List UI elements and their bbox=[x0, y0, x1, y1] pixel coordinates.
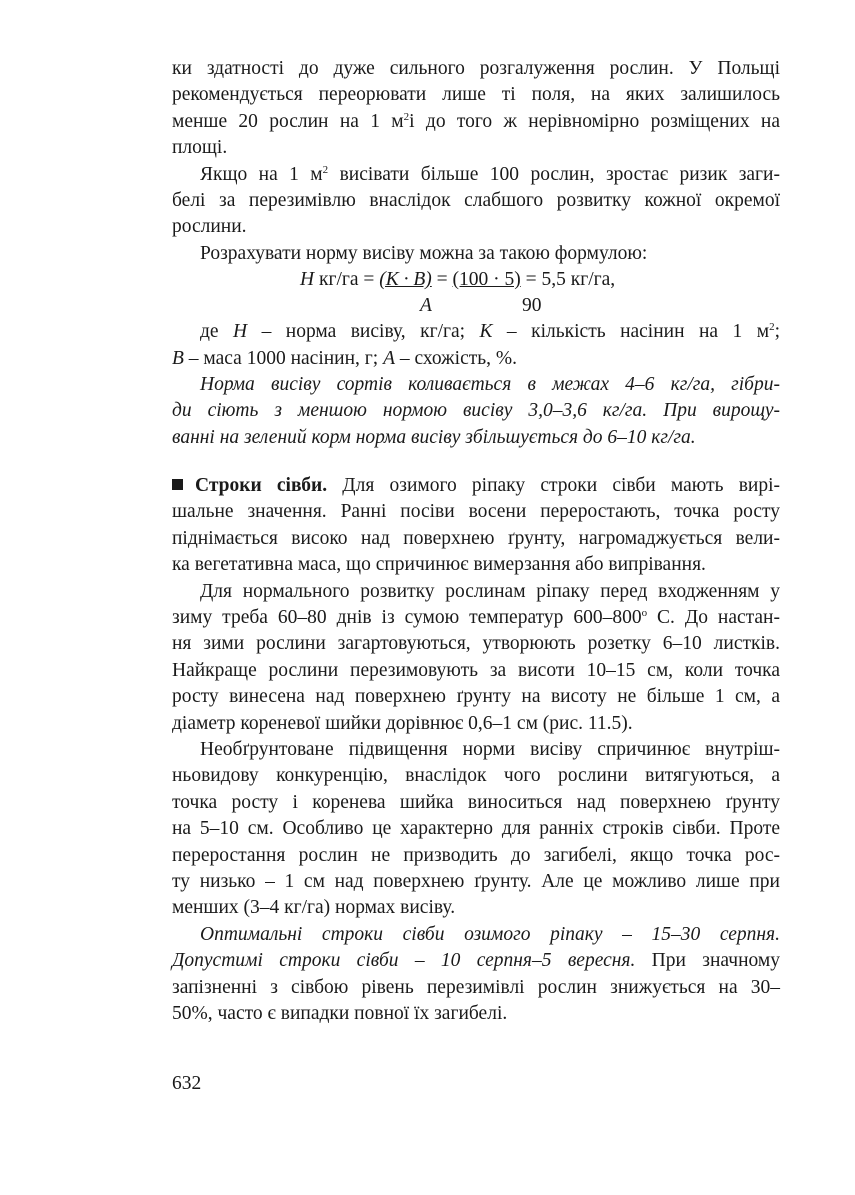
paragraph-4 bbox=[172, 319, 780, 372]
text-line: точка росту і коренева шийка виноситься над поверхнею ґрунту bbox=[172, 791, 780, 813]
text-line: Оптимальні строки сівби озимого ріпаку – 15–30 серпня. bbox=[200, 923, 780, 945]
formula-denominator-2: 90 bbox=[522, 295, 542, 317]
text-line bbox=[172, 162, 780, 188]
text-span: зиму треба 60–80 днів із сумою температур 600–800 bbox=[172, 607, 642, 629]
text-span: і до того ж нерівномірно розміщених на bbox=[409, 110, 780, 132]
text-line: діаметр кореневої шийки дорівнює 0,6–1 см (рис. 11.5). bbox=[172, 712, 633, 734]
text-line: Для нормального розвитку рослинам ріпаку перед входженням у bbox=[200, 580, 780, 602]
formula-denominator-1: А bbox=[420, 295, 432, 317]
paragraph-8 bbox=[172, 737, 780, 922]
formula-text: = 5,5 кг/га, bbox=[520, 269, 616, 291]
text-span: Якщо на 1 м bbox=[200, 163, 323, 185]
text-line bbox=[172, 319, 780, 345]
text-line: Найкраще рослини перезимовують за висоти 10–15 см, коли точка bbox=[172, 659, 780, 681]
formula-var: Н bbox=[233, 321, 248, 343]
text-line: площі. bbox=[172, 137, 228, 159]
formula-main-line bbox=[300, 267, 615, 293]
text-line: рослини. bbox=[172, 216, 247, 238]
text-line: ка вегетативна маса, що спричинює вимерзання або випрівання. bbox=[172, 554, 706, 576]
text-span: ; bbox=[774, 321, 780, 343]
formula-numerator-2: (100 · 5) bbox=[452, 269, 521, 291]
text-span: висівати більше 100 рослин, зростає ризик заги- bbox=[328, 163, 780, 185]
text-line bbox=[172, 473, 780, 499]
formula bbox=[172, 267, 780, 319]
text-line: ванні на зелений корм норма висіву збільшується до 6–10 кг/га. bbox=[172, 426, 696, 448]
text-line: росту винесена над поверхнею ґрунту на висоту не більше 1 см, а bbox=[172, 686, 780, 708]
text-line: Необґрунтоване підвищення норми висіву спричинює внутріш- bbox=[200, 738, 780, 760]
text-line: ди сіють з меншою нормою висіву 3,0–3,6 кг/га. При вирощу- bbox=[172, 400, 780, 422]
text-line: запізненні з сівбою рівень перезимівлі рослин знижується на 30– bbox=[172, 976, 780, 998]
text-span: – норма висіву, кг/га; bbox=[247, 321, 480, 343]
text-line: ки здатності до дуже сильного розгалуження рослин. У Польщі bbox=[172, 58, 780, 79]
formula-var: Н bbox=[300, 269, 315, 291]
text-span: – схожість, %. bbox=[395, 347, 518, 369]
text-span: Допустимі строки сівби – 10 серпня–5 вересня. bbox=[172, 950, 636, 972]
text-line: шальне значення. Ранні посіви восени переростають, точка росту bbox=[172, 501, 780, 523]
formula-text: = bbox=[431, 269, 453, 291]
text-line: Норма висіву сортів коливається в межах 4–6 кг/га, гібри- bbox=[200, 373, 780, 395]
text-span: – кількість насінин на 1 м bbox=[492, 321, 770, 343]
text-line: рекомендується переорювати лише ті поля, на яких залишилось bbox=[172, 84, 780, 106]
formula-var: К bbox=[479, 321, 493, 343]
paragraph-1 bbox=[172, 56, 780, 162]
text-line bbox=[172, 605, 780, 631]
bullet-icon bbox=[172, 479, 183, 490]
formula-var: А bbox=[383, 347, 396, 369]
section-heading: Строки сівби. bbox=[195, 475, 328, 497]
page-body bbox=[172, 56, 780, 1027]
formula-numerator-1: (К · В) bbox=[379, 269, 432, 291]
text-line bbox=[172, 109, 780, 135]
text-span: менше 20 рослин на 1 м bbox=[172, 110, 404, 132]
page-number: 632 bbox=[172, 1073, 202, 1094]
paragraph-9 bbox=[172, 922, 780, 1028]
text-span: С. До настан- bbox=[647, 607, 780, 629]
text-line bbox=[172, 346, 780, 372]
formula-var: В bbox=[172, 347, 184, 369]
superscript: 2 bbox=[403, 110, 410, 123]
section-gap bbox=[172, 451, 780, 473]
text-line: ня зими рослини загартовуються, утворюють розетку 6–10 листків. bbox=[172, 633, 780, 655]
text-line: піднімається високо над поверхнею ґрунту, нагромаджується вели- bbox=[172, 527, 780, 549]
paragraph-5 bbox=[172, 372, 780, 451]
text-span: де bbox=[200, 321, 234, 343]
text-line: белі за перезимівлю внаслідок слабшого розвитку кожної окремої bbox=[172, 189, 780, 211]
text-line: 50%, часто є випадки повної їх загибелі. bbox=[172, 1002, 508, 1024]
text-line: переростання рослин не призводить до загибелі, якщо точка рос- bbox=[172, 844, 780, 866]
text-line bbox=[172, 948, 780, 974]
superscript: о bbox=[641, 607, 648, 620]
text-line: ту низько – 1 см над поверхнею ґрунту. Але це можливо лише при bbox=[172, 870, 780, 892]
text-span: При значному bbox=[635, 950, 780, 972]
text-line: ньовидову конкуренцію, внаслідок чого рослини витягуються, а bbox=[172, 765, 780, 787]
paragraph-2 bbox=[172, 162, 780, 241]
text-line: на 5–10 см. Особливо це характерно для ранніх строків сівби. Проте bbox=[172, 818, 780, 840]
formula-text: кг/га = bbox=[314, 269, 380, 291]
paragraph-6 bbox=[172, 473, 780, 579]
text-span: Для озимого ріпаку строки сівби мають вирі- bbox=[327, 475, 780, 497]
text-line: менших (3–4 кг/га) нормах висіву. bbox=[172, 897, 456, 919]
superscript: 2 bbox=[322, 163, 329, 176]
text-span: – маса 1000 насінин, г; bbox=[183, 347, 384, 369]
paragraph-7 bbox=[172, 579, 780, 737]
text-line: Розрахувати норму висіву можна за такою формулою: bbox=[200, 242, 648, 264]
superscript: 2 bbox=[769, 321, 775, 334]
